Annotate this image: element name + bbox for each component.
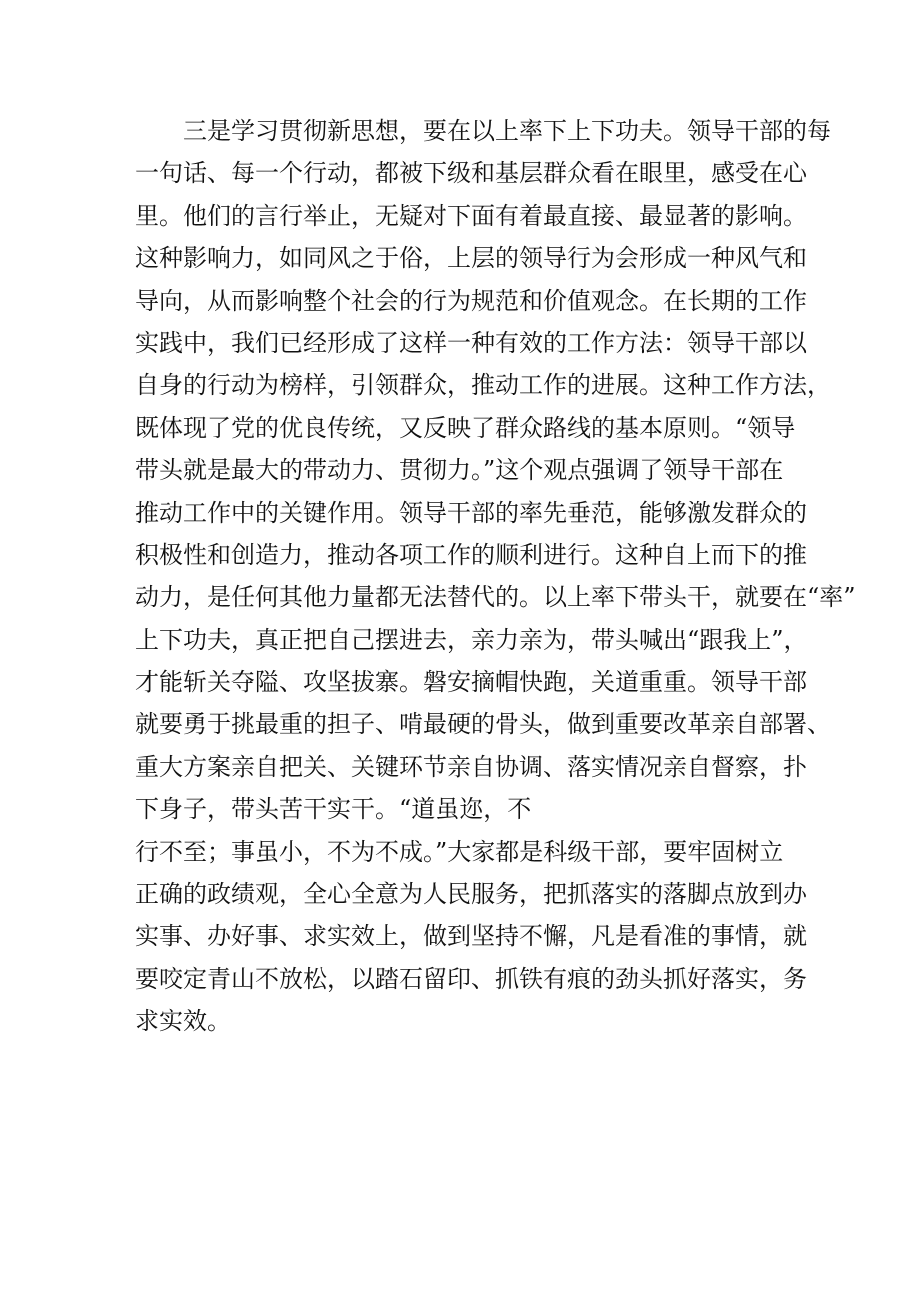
body-paragraph [135,110,856,1043]
text-line: 导向，从而影响整个社会的行为规范和价值观念。在长期的工作 [135,286,807,315]
text-line: 一句话、每一个行动，都被下级和基层群众看在眼里，感受在心 [135,159,807,188]
text-line: 上下功夫，真正把自己摆进去，亲力亲为，带头喊出“跟我上”， [135,625,808,654]
text-line: 积极性和创造力，推动各项工作的顺利进行。这种自上而下的推 [135,540,807,569]
text-line: 这种影响力，如同风之于俗，上层的领导行为会形成一种风气和 [135,244,807,273]
text-line: 要咬定青山不放松，以踏石留印、抓铁有痕的劲头抓好落实，务 [135,964,807,993]
text-line: 自身的行动为榜样，引领群众，推动工作的进展。这种工作方法， [135,371,831,400]
text-line: 动力，是任何其他力量都无法替代的。以上率下带头干，就要在“率” [135,583,856,612]
text-line: 下身子，带头苦干实干。“道虽迩，不 [135,795,532,824]
text-line: 行不至；事虽小，不为不成。”大家都是科级干部，要牢固树立 [135,837,784,866]
text-line: 实事、办好事、求实效上，做到坚持不懈，凡是看准的事情，就 [135,922,807,951]
text-line: 重大方案亲自把关、关键环节亲自协调、落实情况亲自督察，扑 [135,752,807,781]
text-line: 实践中，我们已经形成了这样一种有效的工作方法：领导干部以 [135,328,807,357]
text-line: 才能斩关夺隘、攻坚拔寨。磐安摘帽快跑，关道重重。领导干部 [135,668,807,697]
text-line: 正确的政绩观，全心全意为人民服务，把抓落实的落脚点放到办 [135,880,807,909]
text-line: 三是学习贯彻新思想，要在以上率下上下功夫。领导干部的每 [135,117,831,145]
text-line: 既体现了党的优良传统，又反映了群众路线的基本原则。“领导 [135,413,796,442]
text-line: 带头就是最大的带动力、贯彻力。”这个观点强调了领导干部在 [135,456,784,485]
text-line: 就要勇于挑最重的担子、啃最硬的骨头，做到重要改革亲自部署、 [135,710,831,739]
text-line: 推动工作中的关键作用。领导干部的率先垂范，能够激发群众的 [135,498,807,527]
text-line: 里。他们的言行举止，无疑对下面有着最直接、最显著的影响。 [135,201,807,230]
text-line: 求实效。 [135,1007,231,1036]
